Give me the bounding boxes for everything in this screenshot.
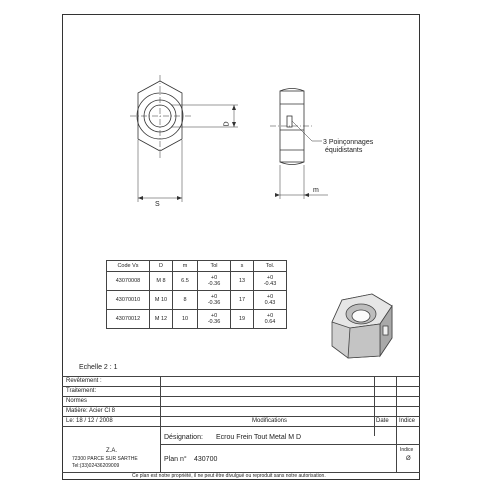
traitement-label: Traitement: xyxy=(66,388,97,394)
cell-tol2 xyxy=(254,291,287,310)
cell-tol xyxy=(198,291,231,310)
table-row xyxy=(107,310,287,329)
table-row xyxy=(107,291,287,310)
tol-upper: +0 xyxy=(266,313,274,319)
normes-label: Normes xyxy=(66,398,88,404)
cell-d: M 12 xyxy=(150,310,173,329)
modifications-label: Modifications xyxy=(252,418,288,424)
tol-lower: -0.43 xyxy=(263,281,277,287)
tol-upper: +0 xyxy=(266,275,274,281)
table-header-row xyxy=(107,261,287,272)
cell-m: 10 xyxy=(173,310,198,329)
cell-s: 17 xyxy=(231,291,254,310)
header-d: D xyxy=(150,261,173,272)
matiere-label: Matière: Acier Cl 8 xyxy=(66,408,116,414)
indice-value: Ø xyxy=(406,456,411,462)
footer-notice: Ce plan est notre propriété, il ne peut être divulgué ou reproduit sans notre autorisation. xyxy=(132,473,326,479)
tol-lower: 0.64 xyxy=(264,319,276,325)
title-col-divider xyxy=(374,376,375,426)
company-address: 72300 PARCE SUR SARTHE xyxy=(72,456,138,462)
cell-code: 43070008 xyxy=(107,272,150,291)
cell-tol xyxy=(198,310,231,329)
plan-label: Plan n° xyxy=(164,456,187,463)
callout-line-2: équidistants xyxy=(325,147,363,154)
tol-lower: 0.43 xyxy=(264,300,276,306)
cell-m: 6.5 xyxy=(173,272,198,291)
dimension-d-label: D xyxy=(223,121,231,127)
cell-s: 13 xyxy=(231,272,254,291)
cell-tol xyxy=(198,272,231,291)
title-row-divider xyxy=(160,444,420,445)
tol-lower: -0.36 xyxy=(207,300,221,306)
title-block xyxy=(62,376,420,480)
col-date-label: Date xyxy=(376,418,389,424)
indice-label: Indice xyxy=(400,447,414,453)
title-row-divider xyxy=(62,396,420,397)
header-tol2: Tol. xyxy=(254,261,287,272)
tol-upper: +0 xyxy=(210,313,218,319)
callout-line-1: 3 Poinçonnages xyxy=(323,139,374,146)
cell-d: M 10 xyxy=(150,291,173,310)
plan-value: 430700 xyxy=(194,456,218,463)
cell-tol2 xyxy=(254,310,287,329)
tol-lower: -0.36 xyxy=(207,319,221,325)
cell-tol2 xyxy=(254,272,287,291)
cell-d: M 8 xyxy=(150,272,173,291)
cell-m: 8 xyxy=(173,291,198,310)
company-name: Z.A. xyxy=(106,448,118,454)
specification-table xyxy=(106,260,287,329)
title-row-divider xyxy=(62,386,420,387)
tol-upper: +0 xyxy=(210,294,218,300)
dimension-m-label: m xyxy=(313,187,319,194)
revetement-label: Revêtement : xyxy=(66,378,102,384)
title-row-divider xyxy=(62,406,420,407)
dimension-s-label: S xyxy=(155,201,160,208)
tol-upper: +0 xyxy=(266,294,274,300)
cell-code: 43070010 xyxy=(107,291,150,310)
header-m: m xyxy=(173,261,198,272)
title-col-divider xyxy=(396,376,397,472)
company-phone: Tel:(33)02436209009 xyxy=(72,463,120,469)
side-view-punch-mark xyxy=(287,116,292,127)
date-label: Le: 18 / 12 / 2008 xyxy=(66,418,113,424)
tol-lower: -0.36 xyxy=(207,281,221,287)
designation-label: Désignation: xyxy=(164,434,203,441)
header-s: s xyxy=(231,261,254,272)
cell-code: 43070012 xyxy=(107,310,150,329)
title-col-divider xyxy=(160,376,161,472)
title-row-divider xyxy=(62,426,420,427)
tol-upper: +0 xyxy=(210,275,218,281)
cell-s: 19 xyxy=(231,310,254,329)
header-tol: Tol xyxy=(198,261,231,272)
title-row-divider xyxy=(62,376,420,377)
table-row xyxy=(107,272,287,291)
col-indice-label: Indice xyxy=(399,418,416,424)
header-code: Code Vs xyxy=(107,261,150,272)
title-row-divider xyxy=(62,416,420,417)
scale-label: Echelle 2 : 1 xyxy=(79,364,118,371)
designation-value: Ecrou Frein Tout Metal M D xyxy=(216,434,302,441)
isometric-nut-view xyxy=(332,294,392,358)
